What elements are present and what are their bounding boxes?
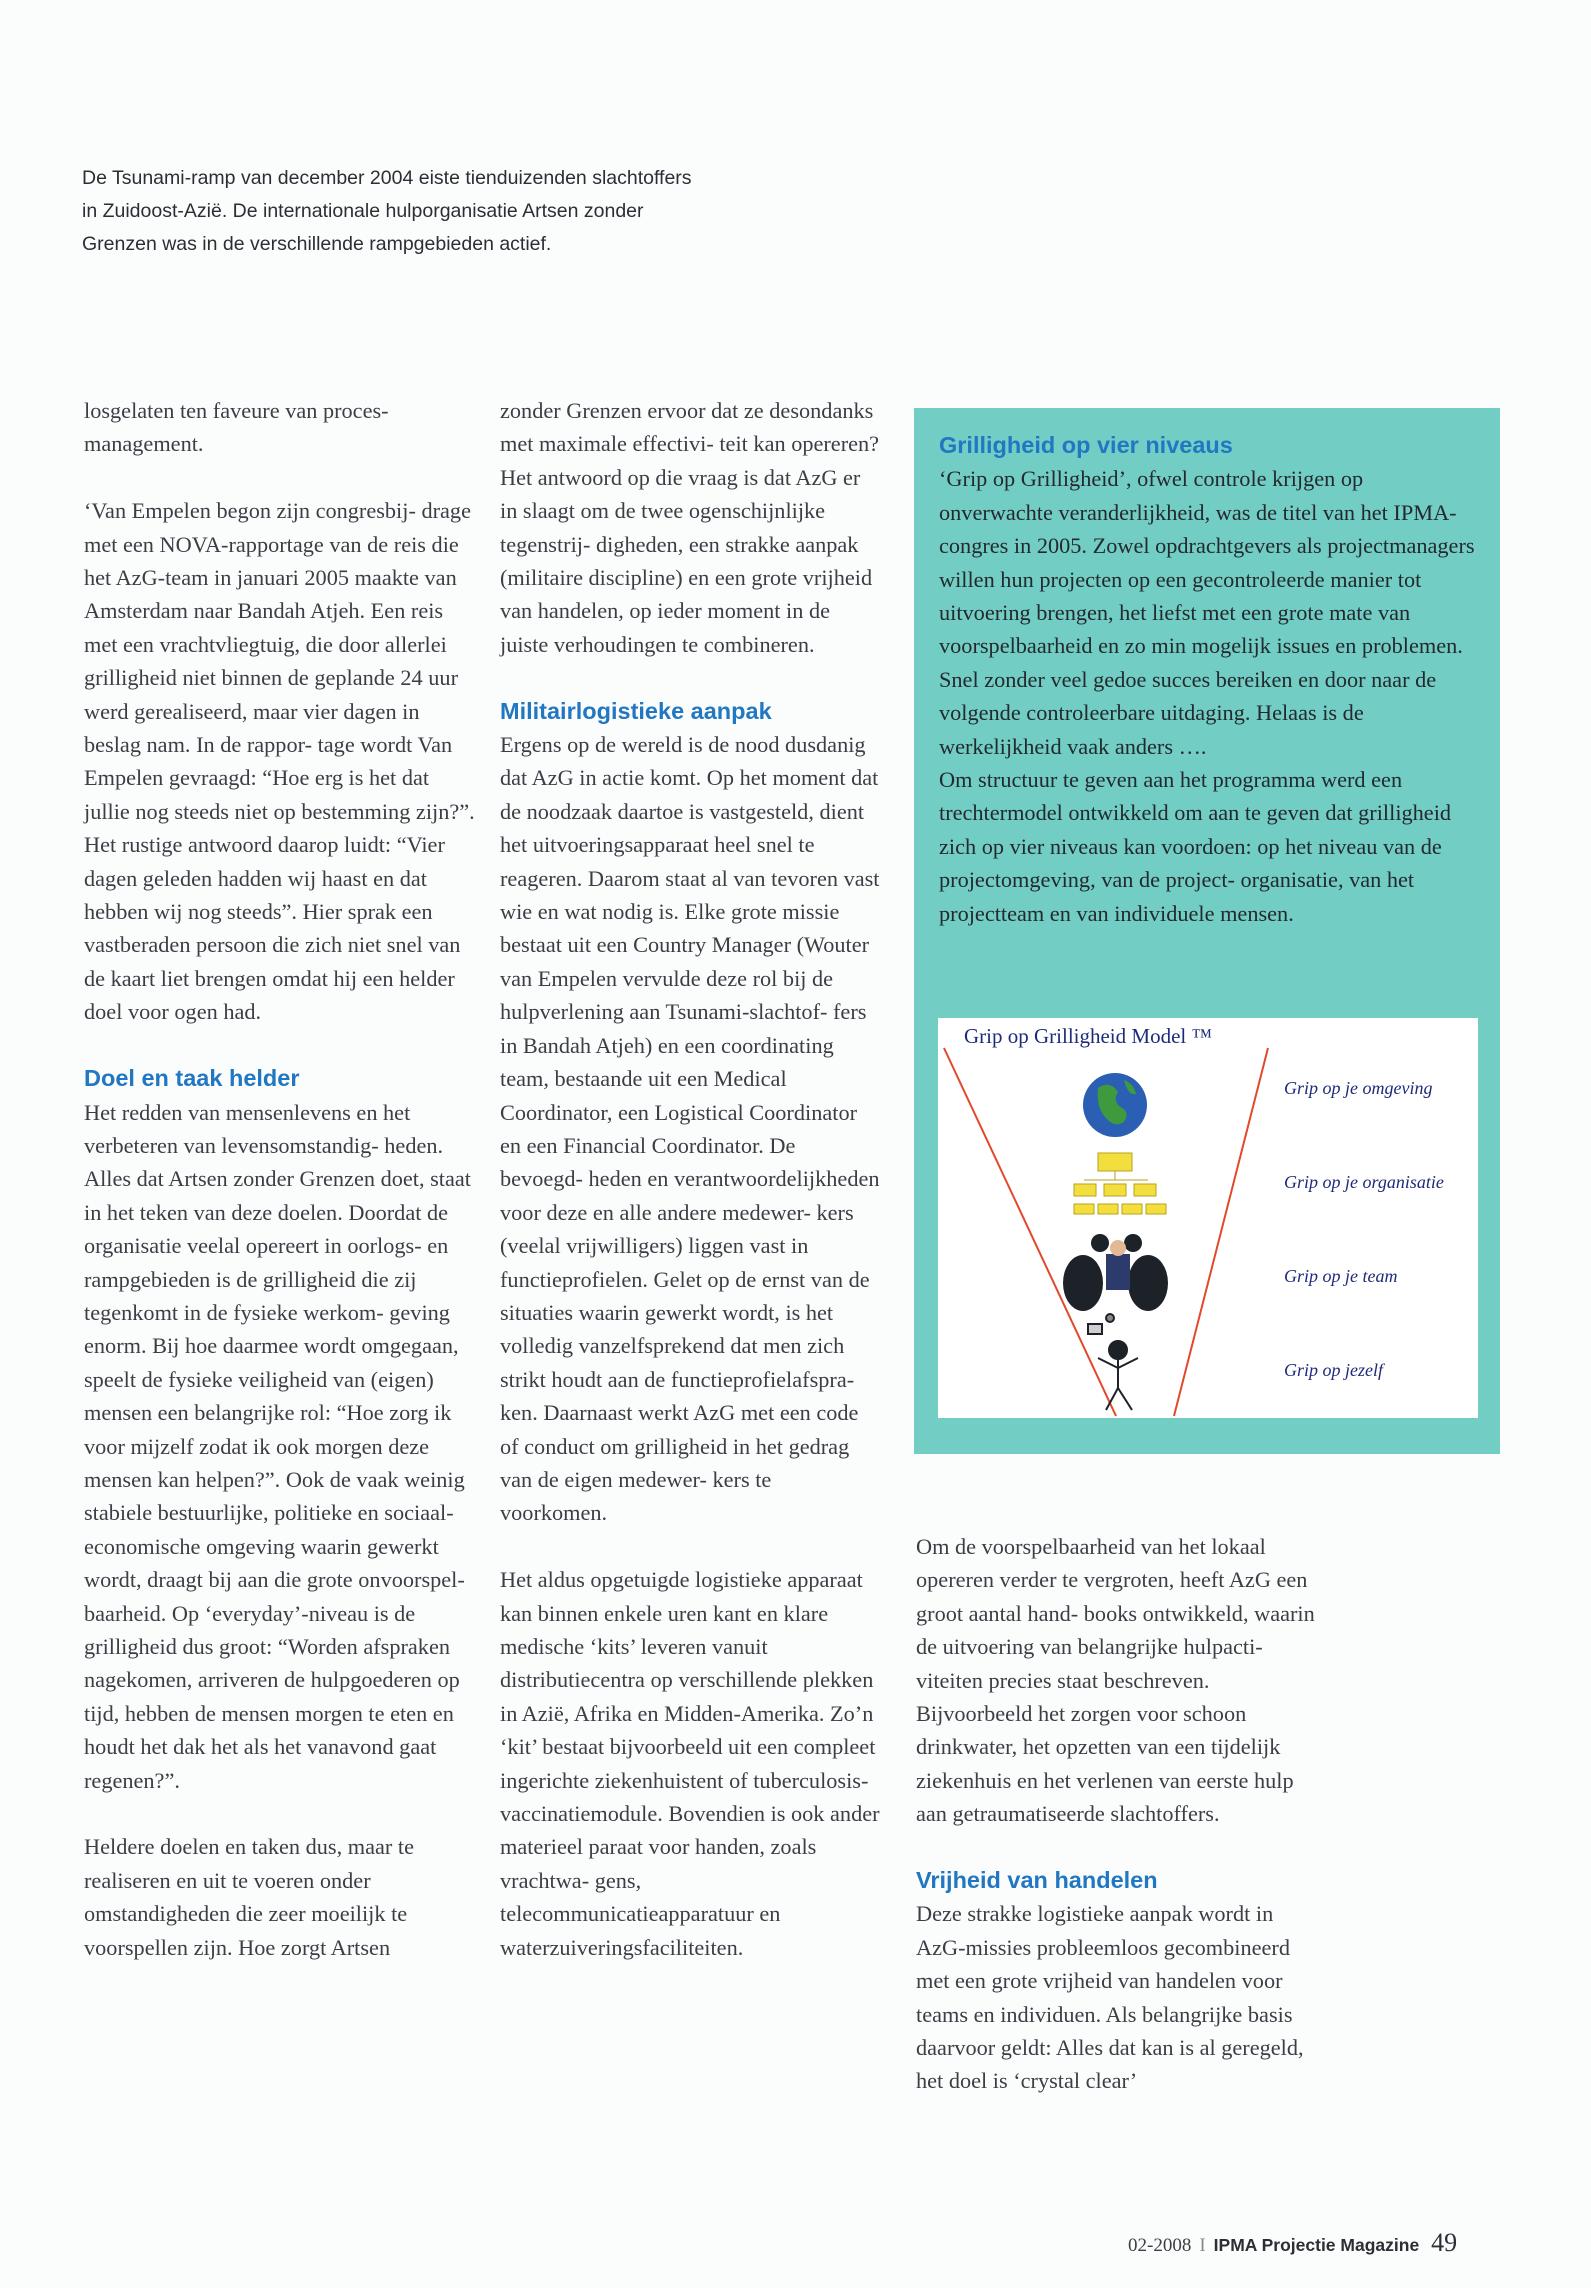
paragraph: Het aldus opgetuigde logistieke apparaat kan binnen enkele uren kant en klare medische ‘kits’ leveren vanuit distributiecentra op verschillende plekken in Azië, Afrika en Midden-Amerika. Zo’n ‘kit’ bestaat bijvoorbeeld uit een compleet ingerichte ziekenhuistent of tuberculosis-vaccinatiemodule. Bovendien is ook ander materieel paraat voor handen, zoals vrachtwa- gens, telecommunicatieapparatuur en waterzuiveringsfaciliteiten. [500,1567,880,1960]
page-footer [1128,2228,1457,2258]
paragraph: zonder Grenzen ervoor dat ze desondanks met maximale effectivi- teit kan opereren? Het antwoord op die vraag is dat AzG er in slaagt om de twee ogenschijnlijke tegenstrij- digheden, een strakke aanpak (militaire discipline) en een grote vrijheid van handelen, op ieder moment in de juiste verhoudingen te combineren. [500,398,880,657]
org-chart-icon [1074,1153,1166,1214]
section-heading: Vrijheid van handelen [916,1867,1158,1894]
paragraph: losgelaten ten faveure van proces- management. [84,398,389,457]
model-level-label: Grip op je organisatie [1284,1172,1444,1192]
model-level-label: Grip op je team [1284,1266,1398,1286]
paragraph: Heldere doelen en taken dus, maar te realiseren en uit te voeren onder omstandigheden die zeer moeilijk te voorspellen zijn. Hoe zorgt Artsen [84,1834,414,1960]
article-column-2 [500,394,880,1964]
box-paragraph: Om structuur te geven aan het programma werd een trechtermodel ontwikkeld om aan te geven dat grilligheid zich op vier niveaus kan voordoen: op het niveau van de projectomgeving, van de project- organisatie, van het projectteam en van individuele mensen. [939,767,1452,926]
footer-separator: I [1199,2235,1206,2256]
model-level-label: Grip op je omgeving [1284,1078,1433,1098]
funnel-right-line [1174,1048,1268,1416]
box-paragraph: ‘Grip op Grilligheid’, ofwel controle krijgen op onverwachte veranderlijkheid, was de titel van het IPMA-congres in 2005. Zowel opdrachtgevers als projectmanagers willen hun projecten op een gecontroleerde manier tot uitvoering brengen, het liefst met een grote mate van voorspelbaarheid en zo min mogelijk issues en problemen. Snel zonder veel gedoe succes bereiken en door naar de volgende controleerbare uitdaging. Helaas is de werkelijkheid vaak anders …. [939,466,1475,759]
model-level-label: Grip op jezelf [1284,1360,1383,1380]
globe-icon [1083,1073,1147,1137]
article-column-1 [84,394,479,1964]
caption-line: Grenzen was in de verschillende rampgebieden actief. [82,233,552,255]
paragraph: ‘Van Empelen begon zijn congresbij- drage met een NOVA-rapportage van de reis die het AzG-team in januari 2005 maakte van Amsterdam naar Bandah Atjeh. Een reis met een vrachtvliegtuig, die door allerlei grilligheid niet binnen de geplande 24 uur werd gerealiseerd, maar vier dagen in beslag nam. In de rappor- tage wordt Van Empelen gevraagd: “Hoe erg is het dat jullie nog steeds niet op bestemming zijn?”. Het rustige antwoord daarop luidt: “Vier dagen geleden hadden wij haast en dat hebben wij nog steeds”. Hier sprak een vastberaden persoon die zich niet snel van de kaart liet brengen omdat hij een helder doel voor ogen had. [84,498,475,1025]
caption-line: De Tsunami-ramp van december 2004 eiste tienduizenden slachtoffers [82,167,692,189]
team-icon [1063,1234,1168,1311]
page-number: 49 [1431,2228,1458,2257]
caption-line: in Zuidoost-Azië. De internationale hulporganisatie Artsen zonder [82,200,644,222]
issue-number: 02-2008 [1128,2235,1192,2256]
box-title: Grilligheid op vier niveaus [939,432,1233,458]
model-title: Grip op Grilligheid Model ™ [964,1024,1213,1048]
section-heading: Doel en taak helder [84,1065,300,1092]
funnel-model-figure [938,1018,1478,1418]
paragraph: Het redden van mensenlevens en het verbeteren van levensomstandig- heden. Alles dat Artsen zonder Grenzen doet, staat in het teken van deze doelen. Doordat de organisatie veelal opereert in oorlogs- en rampgebieden is de grilligheid die zij tegenkomt in de fysieke werkom- geving enorm. Bij hoe daarmee wordt omgegaan, speelt de fysieke veiligheid van (eigen) mensen een belangrijke rol: “Hoe zorg ik voor mijzelf zodat ik ook morgen deze mensen kan helpen?”. Ook de vaak weinig stabiele bestuurlijke, politieke en sociaal-economische omgeving waarin gewerkt wordt, draagt bij aan die grote onvoorspel- baarheid. Op ‘everyday’-niveau is de grilligheid dus groot: “Worden afspraken nagekomen, arriveren de hulpgoederen op tijd, hebben de mensen morgen te eten en houdt het dak het als het vanavond gaat regenen?”. [84,1099,471,1793]
paragraph: Ergens op de wereld is de nood dusdanig dat AzG in actie komt. Op het moment dat de noodzaak daartoe is vastgesteld, dient het uitvoeringsapparaat heel snel te reageren. Daarom staat al van tevoren vast wie en wat nodig is. Elke grote missie bestaat uit een Country Manager (Wouter van Empelen vervulde deze rol bij de hulpverlening aan Tsunami-slachtof- fers in Bandah Atjeh) en een coordinating team, bestaande uit een Medical Coordinator, een Logistical Coordinator en een Financial Coordinator. De bevoegd- heden en verantwoordelijkheden voor deze en alle andere medewer- kers (veelal vrijwilligers) liggen vast in functieprofielen. Gelet op de ernst van de situaties waarin gewerkt wordt, is het volledig vanzelfsprekend dat men zich strikt houdt aan de functieprofielafspra- ken. Daarnaast werkt AzG met een code of conduct om grilligheid in het gedrag van de eigen medewer- kers te voorkomen. [500,732,880,1526]
paragraph: Om de voorspelbaarheid van het lokaal opereren verder te vergroten, heeft AzG een groot aantal hand- books ontwikkeld, waarin de uitvoering van belangrijke hulpacti- viteiten precies staat beschreven. Bijvoorbeeld het zorgen voor schoon drinkwater, het opzetten van een tijdelijk ziekenhuis en het verlenen van eerste hulp aan getraumatiseerde slachtoffers. [916,1534,1315,1827]
magazine-name: IPMA Projectie Magazine [1213,2235,1420,2255]
article-column-3 [916,1530,1316,2098]
paragraph: Deze strakke logistieke aanpak wordt in AzG-missies probleemloos gecombineerd met een grote vrijheid van handelen voor teams en individuen. Als belangrijke basis daarvoor geldt: Alles dat kan is al geregeld, het doel is ‘crystal clear’ [916,1901,1304,2094]
section-heading: Militairlogistieke aanpak [500,697,772,724]
sidebar-box [914,408,1500,1454]
juggling-person-icon [1088,1314,1138,1410]
photo-caption [82,162,742,261]
